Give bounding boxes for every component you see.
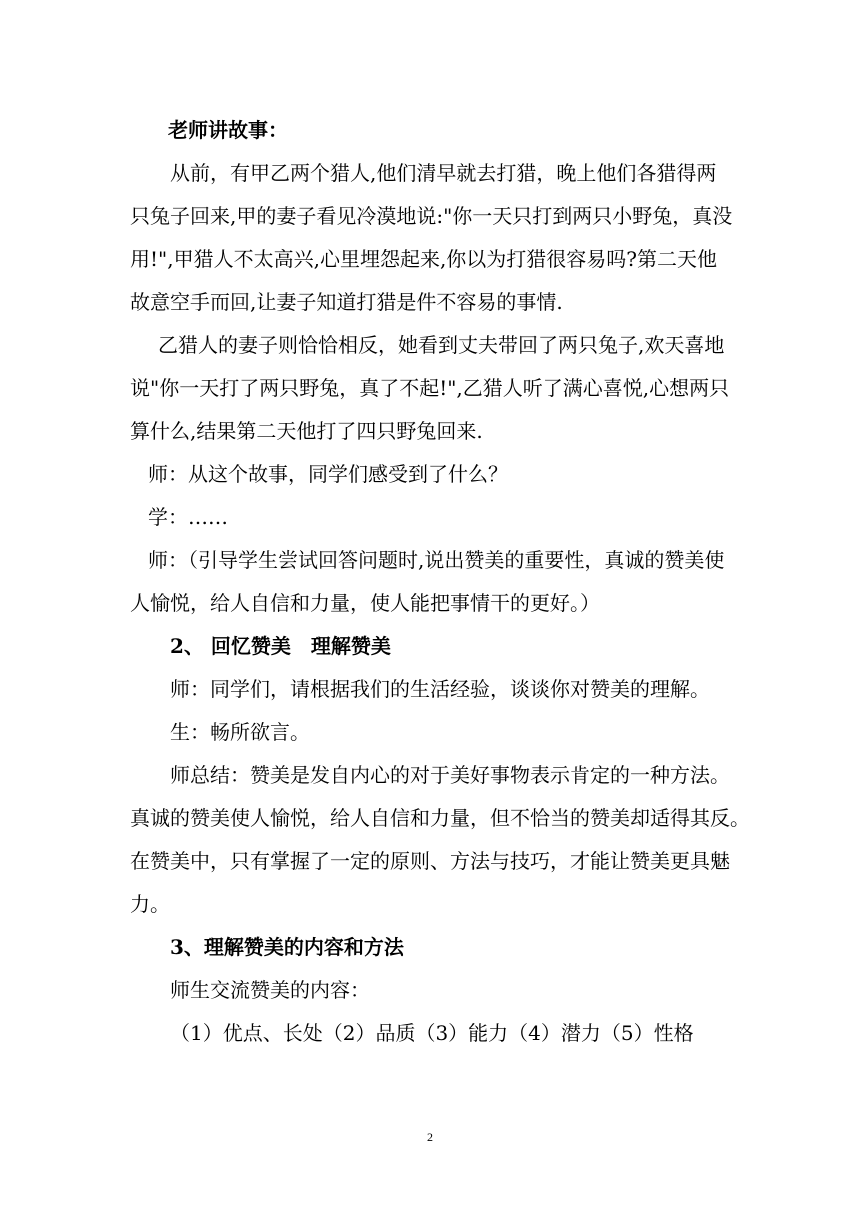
teacher-question: 师：从这个故事，同学们感受到了什么？ bbox=[148, 462, 508, 486]
student-response: 生：畅所欲言。 bbox=[170, 720, 310, 744]
story-paragraph-2-line: 说"你一天打了两只野兔，真了不起!",乙猎人听了满心喜悦,心想两只 bbox=[130, 376, 730, 400]
section-heading-3: 3、理解赞美的内容和方法 bbox=[170, 935, 404, 959]
student-answer: 学：…… bbox=[148, 505, 228, 529]
teacher-summary-line: 力。 bbox=[130, 892, 170, 916]
story-paragraph-2-line: 算什么,结果第二天他打了四只野兔回来. bbox=[130, 419, 483, 443]
teacher-summary-line: 真诚的赞美使人愉悦，给人自信和力量，但不恰当的赞美却适得其反。 bbox=[130, 806, 750, 830]
story-paragraph-1-line: 用!",甲猎人不太高兴,心里埋怨起来,你以为打猎很容易吗?第二天他 bbox=[130, 247, 718, 271]
story-heading: 老师讲故事： bbox=[168, 118, 288, 142]
page-number: 2 bbox=[427, 1130, 433, 1144]
story-paragraph-1-line: 故意空手而回,让妻子知道打猎是件不容易的事情. bbox=[130, 290, 563, 314]
story-paragraph-2-line: 乙猎人的妻子则恰恰相反，她看到丈夫带回了两只兔子,欢天喜地 bbox=[158, 333, 725, 357]
teacher-summary-line: 在赞美中，只有掌握了一定的原则、方法与技巧，才能让赞美更具魅 bbox=[130, 849, 730, 873]
teacher-summary-line: 师总结：赞美是发自内心的对于美好事物表示肯定的一种方法。 bbox=[170, 763, 730, 787]
section-heading-2: 2、 回忆赞美 理解赞美 bbox=[170, 634, 391, 658]
story-paragraph-1-line: 只兔子回来,甲的妻子看见冷漠地说:"你一天只打到两只小野兔，真没 bbox=[130, 204, 733, 228]
content-list: （1）优点、长处（2）品质（3）能力（4）潜力（5）性格 bbox=[170, 1021, 694, 1045]
exchange-text: 师生交流赞美的内容： bbox=[170, 978, 370, 1002]
teacher-guide-line: 人愉悦，给人自信和力量，使人能把事情干的更好。） bbox=[130, 591, 600, 615]
story-paragraph-1-line: 从前，有甲乙两个猎人,他们清早就去打猎，晚上他们各猎得两 bbox=[170, 161, 717, 185]
teacher-guide-line: 师：（引导学生尝试回答问题时,说出赞美的重要性，真诚的赞美使 bbox=[148, 548, 725, 572]
teacher-prompt: 师：同学们，请根据我们的生活经验，谈谈你对赞美的理解。 bbox=[170, 677, 710, 701]
